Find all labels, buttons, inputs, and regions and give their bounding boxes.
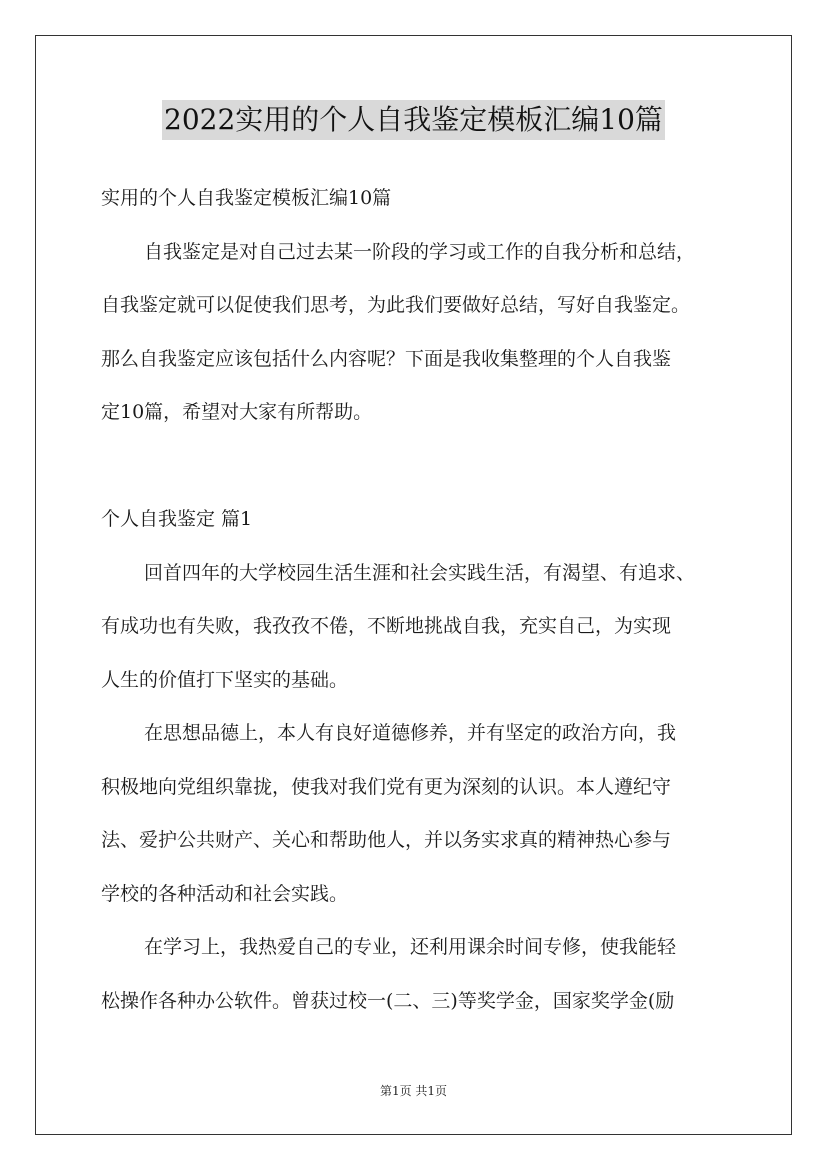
paragraph-line: 松操作各种办公软件。曾获过校一(二、三)等奖学金，国家奖学金(励 (101, 989, 675, 1012)
section-heading: 个人自我鉴定 篇1 (101, 508, 253, 530)
paragraph-line: 在学习上，我热爱自己的专业，还利用课余时间专修，使我能轻 (144, 936, 677, 958)
paragraph-line: 在思想品德上，本人有良好道德修养，并有坚定的政治方向，我 (144, 722, 677, 744)
intro-line: 定10篇，希望对大家有所帮助。 (101, 401, 373, 423)
paragraph-line: 学校的各种活动和社会实践。 (101, 882, 349, 905)
page-footer: 第1页 共1页 (379, 1084, 448, 1098)
document-body (101, 172, 741, 1028)
title-container (0, 100, 827, 140)
document-subtitle: 实用的个人自我鉴定模板汇编10篇 (101, 187, 392, 209)
paragraph-line: 回首四年的大学校园生活生涯和社会实践生活，有渴望、有追求、 (144, 561, 696, 584)
intro-line: 那么自我鉴定应该包括什么内容呢？下面是我收集整理的个人自我鉴 (101, 347, 672, 370)
paragraph-line: 积极地向党组织靠拢，使我对我们党有更为深刻的认识。本人遵纪守 (101, 775, 672, 798)
paragraph-line: 人生的价值打下坚实的基础。 (101, 668, 349, 691)
intro-line: 自我鉴定是对自己过去某一阶段的学习或工作的自我分析和总结， (144, 240, 696, 263)
paragraph-line: 有成功也有失败，我孜孜不倦，不断地挑战自我，充实自己，为实现 (101, 615, 672, 637)
paragraph-line: 法、爱护公共财产、关心和帮助他人，并以务实求真的精神热心参与 (101, 829, 672, 851)
intro-line: 自我鉴定就可以促使我们思考，为此我们要做好总结，写好自我鉴定。 (101, 294, 691, 316)
paragraph-gap (101, 440, 741, 494)
document-title: 2022实用的个人自我鉴定模板汇编10篇 (162, 100, 665, 140)
